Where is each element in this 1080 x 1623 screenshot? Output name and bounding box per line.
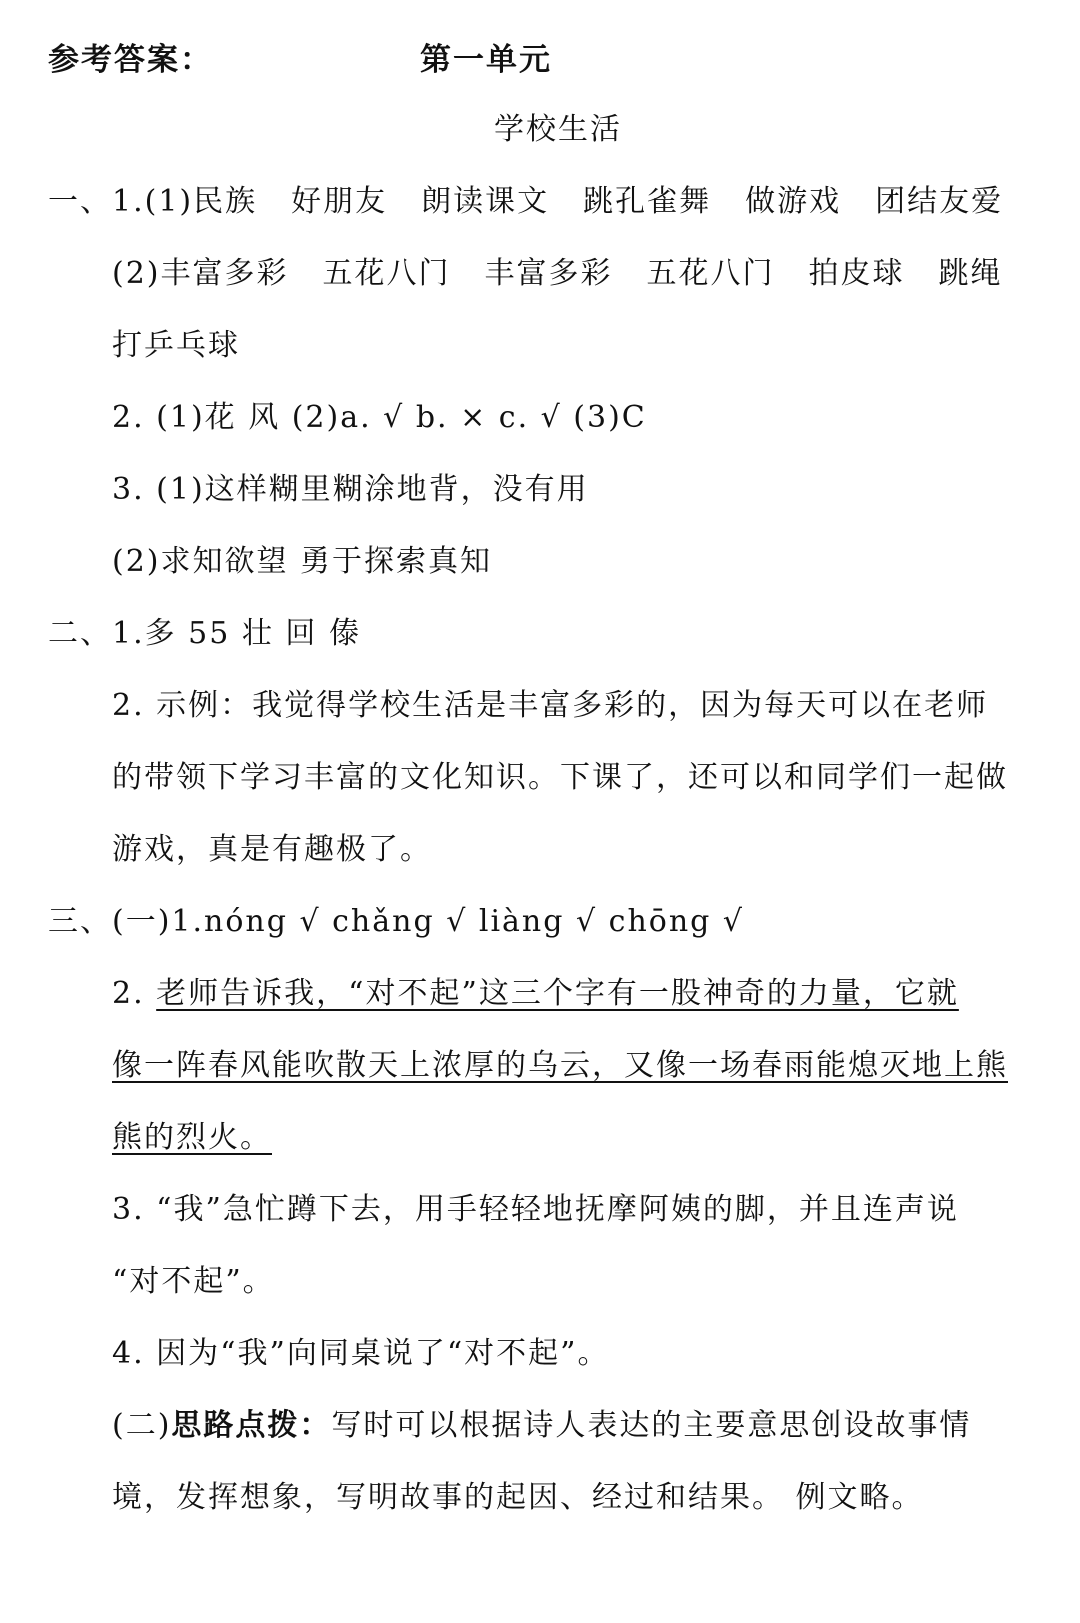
s1-q1-item: 五花八门 (322, 256, 451, 291)
s1-q1-item: 团结友爱 (875, 184, 1004, 219)
s1-q1-prefix: 1.(1) (112, 184, 194, 219)
s2-q1: 1.多 55 壮 回 傣 (112, 616, 361, 651)
s3-q5-label: 思路点拨： (171, 1408, 332, 1443)
s3-q2-line-1 (112, 974, 959, 1014)
section-1-line-1 (48, 182, 1003, 222)
s3-q2-line-2 (112, 1046, 1008, 1086)
section-3-line-1 (48, 902, 744, 942)
s1-q1-continuation: 打乒乓球 (112, 328, 240, 363)
s1-q1-item: 跳孔雀舞 (583, 184, 712, 219)
s3-q4: 4. 因为“我”向同桌说了“对不起”。 (112, 1336, 610, 1371)
s3-q5-line-1 (112, 1406, 971, 1446)
s3-q2-underlined-text: 像一阵春风能吹散天上浓厚的乌云，又像一场春雨能熄灭地上熊 (112, 1048, 1008, 1083)
section-1-line-2 (112, 254, 1003, 294)
s1-q1-item: 好朋友 (291, 184, 388, 219)
s1-q1-item: 五花八门 (646, 256, 775, 291)
s3-q1: (一)1.nóng √ chǎng √ liàng √ chōng √ (112, 904, 745, 939)
answer-key-label: 参考答案： (48, 42, 213, 78)
s2-q2-line-2: 的带领下学习丰富的文化知识。下课了，还可以和同学们一起做 (112, 760, 1008, 795)
s3-q3-line-2: “对不起”。 (112, 1264, 275, 1299)
s1-q1-item: 跳绳 (938, 256, 1003, 291)
s1-q3-part2: (2)求知欲望 勇于探索真知 (112, 544, 493, 579)
section-1-marker: 一、 (48, 184, 112, 219)
s3-q2-underlined-text: 熊的烈火。 (112, 1120, 272, 1155)
s3-q5-line-2: 境，发挥想象，写明故事的起因、经过和结果。 例文略。 (112, 1480, 924, 1515)
s1-q3-part1: 3. (1)这样糊里糊涂地背，没有用 (112, 472, 589, 507)
unit-subtitle: 学校生活 (494, 112, 622, 147)
s1-q1-part2-prefix: (2) (112, 256, 161, 291)
s1-q1-item: 丰富多彩 (484, 256, 613, 291)
s2-q2-line-3: 游戏，真是有趣极了。 (112, 832, 432, 867)
s3-q2-line-3 (112, 1118, 272, 1158)
section-3-marker: 三、 (48, 904, 112, 939)
s3-q3-line-1: 3. “我”急忙蹲下去，用手轻轻地抚摩阿姨的脚，并且连声说 (112, 1192, 959, 1227)
s1-q2: 2. (1)花 风 (2)a. √ b. × c. √ (3)C (112, 400, 647, 435)
s1-q1-item: 民族 (193, 184, 258, 219)
section-2-marker: 二、 (48, 616, 112, 651)
section-2-line-1 (48, 614, 361, 654)
s3-q2-underlined-text: 老师告诉我，“对不起”这三个字有一股神奇的力量，它就 (156, 976, 959, 1011)
s3-q2-number: 2. (112, 976, 157, 1011)
s1-q1-item: 丰富多彩 (160, 256, 289, 291)
s2-q2-line-1: 2. 示例：我觉得学校生活是丰富多彩的，因为每天可以在老师 (112, 688, 989, 723)
s1-q1-item: 朗读课文 (421, 184, 550, 219)
s1-q1-item: 做游戏 (745, 184, 842, 219)
s3-q5-text: 写时可以根据诗人表达的主要意思创设故事情 (331, 1408, 972, 1443)
unit-title: 第一单元 (420, 42, 552, 78)
s1-q1-item: 拍皮球 (808, 256, 905, 291)
s3-q5-prefix: (二) (112, 1408, 172, 1443)
